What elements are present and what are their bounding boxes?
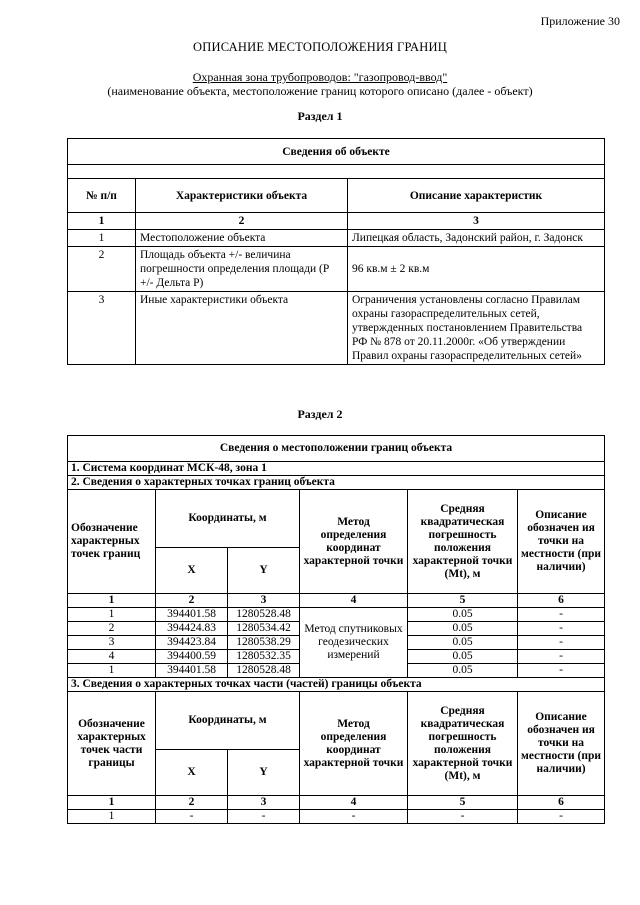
row-description: Ограничения установлены согласно Правилам охраны газораспределительных сетей, утвержденных постановлением Правительства РФ № 878 от 20.11.2000г. «Об утверждении Правил охраны газораспределительных сетей» <box>348 292 605 365</box>
index-cell: 2 <box>156 594 228 608</box>
table-row <box>68 608 605 622</box>
col-number-header: № п/п <box>68 179 136 213</box>
index-cell: 2 <box>156 796 228 810</box>
part-point-number: 1 <box>68 810 156 824</box>
point-x: 394424.83 <box>156 622 228 636</box>
table-row <box>68 230 605 247</box>
index-cell: 5 <box>408 594 518 608</box>
point-number: 2 <box>68 622 156 636</box>
index-row <box>68 213 605 230</box>
spacer-row <box>68 165 605 179</box>
coord-system-row: 1. Система координат МСК-48, зона 1 <box>68 462 605 476</box>
col-desc-header: Описание обозначен ия точки на местности (при наличии) <box>518 490 605 594</box>
point-number: 1 <box>68 608 156 622</box>
object-name: Охранная зона трубопроводов: "газопровод-ввод" <box>192 70 448 84</box>
point-error: 0.05 <box>408 636 518 650</box>
point-y: 1280538.29 <box>228 636 300 650</box>
point-description: - <box>518 608 605 622</box>
index-cell: 1 <box>68 594 156 608</box>
document-title: ОПИСАНИЕ МЕСТОПОЛОЖЕНИЯ ГРАНИЦ <box>193 40 447 54</box>
index-cell: 4 <box>300 796 408 810</box>
point-x: 394423.84 <box>156 636 228 650</box>
point-y: 1280532.35 <box>228 650 300 664</box>
index-cell: 6 <box>518 796 605 810</box>
point-number: 4 <box>68 650 156 664</box>
point-x: 394400.59 <box>156 650 228 664</box>
annex-number: Приложение 30 <box>540 14 620 28</box>
part-point-x: - <box>156 810 228 824</box>
point-description: - <box>518 664 605 678</box>
row-number: 3 <box>68 292 136 365</box>
index-cell: 1 <box>68 213 136 230</box>
col-x-header: X <box>156 750 228 796</box>
col-y-header: Y <box>228 750 300 796</box>
point-error: 0.05 <box>408 650 518 664</box>
point-y: 1280528.48 <box>228 608 300 622</box>
part-point-description: - <box>518 810 605 824</box>
point-y: 1280528.48 <box>228 664 300 678</box>
index-cell: 3 <box>348 213 605 230</box>
object-name-line <box>0 70 640 85</box>
object-info-table <box>67 138 605 365</box>
col-point-header: Обозначение характерных точек границ <box>68 490 156 594</box>
index-cell: 6 <box>518 594 605 608</box>
index-cell: 2 <box>136 213 348 230</box>
boundary-table <box>67 435 605 824</box>
point-y: 1280534.42 <box>228 622 300 636</box>
point-x: 394401.58 <box>156 608 228 622</box>
point-error: 0.05 <box>408 608 518 622</box>
point-description: - <box>518 650 605 664</box>
point-error: 0.05 <box>408 622 518 636</box>
col-coords-header: Координаты, м <box>156 692 300 750</box>
point-number: 3 <box>68 636 156 650</box>
object-info-header: Сведения об объекте <box>68 139 605 165</box>
col-method-header: Метод определения координат характерной точки <box>300 490 408 594</box>
col-characteristic-header: Характеристики объекта <box>136 179 348 213</box>
col-coords-header: Координаты, м <box>156 490 300 548</box>
col-desc-header: Описание обозначен ия точки на местности (при наличии) <box>518 692 605 796</box>
row-description: Липецкая область, Задонский район, г. Задонск <box>348 230 605 247</box>
col-method-header: Метод определения координат характерной точки <box>300 692 408 796</box>
row-number: 2 <box>68 247 136 292</box>
point-description: - <box>518 636 605 650</box>
point-error: 0.05 <box>408 664 518 678</box>
index-row <box>68 796 605 810</box>
index-cell: 5 <box>408 796 518 810</box>
row-description: 96 кв.м ± 2 кв.м <box>348 247 605 292</box>
index-cell: 4 <box>300 594 408 608</box>
index-cell: 3 <box>228 594 300 608</box>
boundary-header: Сведения о местоположении границ объекта <box>68 436 605 462</box>
col-error-header: Средняя квадратическая погрешность положения характерной точки (Mt), м <box>408 490 518 594</box>
table-row <box>68 247 605 292</box>
points-section-row: 2. Сведения о характерных точках границ объекта <box>68 476 605 490</box>
col-y-header: Y <box>228 548 300 594</box>
row-characteristic: Иные характеристики объекта <box>136 292 348 365</box>
col-x-header: X <box>156 548 228 594</box>
part-point-method: - <box>300 810 408 824</box>
part-points-section-row: 3. Сведения о характерных точках части (частей) границы объекта <box>68 678 605 692</box>
table-row <box>68 292 605 365</box>
row-number: 1 <box>68 230 136 247</box>
section-2-title: Раздел 2 <box>297 407 343 421</box>
section-1-title: Раздел 1 <box>297 109 343 123</box>
object-name-caption: (наименование объекта, местоположение границ которого описано (далее - объект) <box>107 84 533 98</box>
index-cell: 1 <box>68 796 156 810</box>
col-point-part-header: Обозначение характерных точек части границы <box>68 692 156 796</box>
point-x: 394401.58 <box>156 664 228 678</box>
method-cell: Метод спутниковых геодезических измерений <box>300 608 408 678</box>
col-error-header: Средняя квадратическая погрешность положения характерной точки (Mt), м <box>408 692 518 796</box>
point-description: - <box>518 622 605 636</box>
index-cell: 3 <box>228 796 300 810</box>
row-characteristic: Местоположение объекта <box>136 230 348 247</box>
part-point-error: - <box>408 810 518 824</box>
row-characteristic: Площадь объекта +/- величина погрешности определения площади (Р +/- Дельта Р) <box>136 247 348 292</box>
table-row <box>68 810 605 824</box>
col-description-header: Описание характеристик <box>348 179 605 213</box>
point-number: 1 <box>68 664 156 678</box>
index-row <box>68 594 605 608</box>
part-point-y: - <box>228 810 300 824</box>
